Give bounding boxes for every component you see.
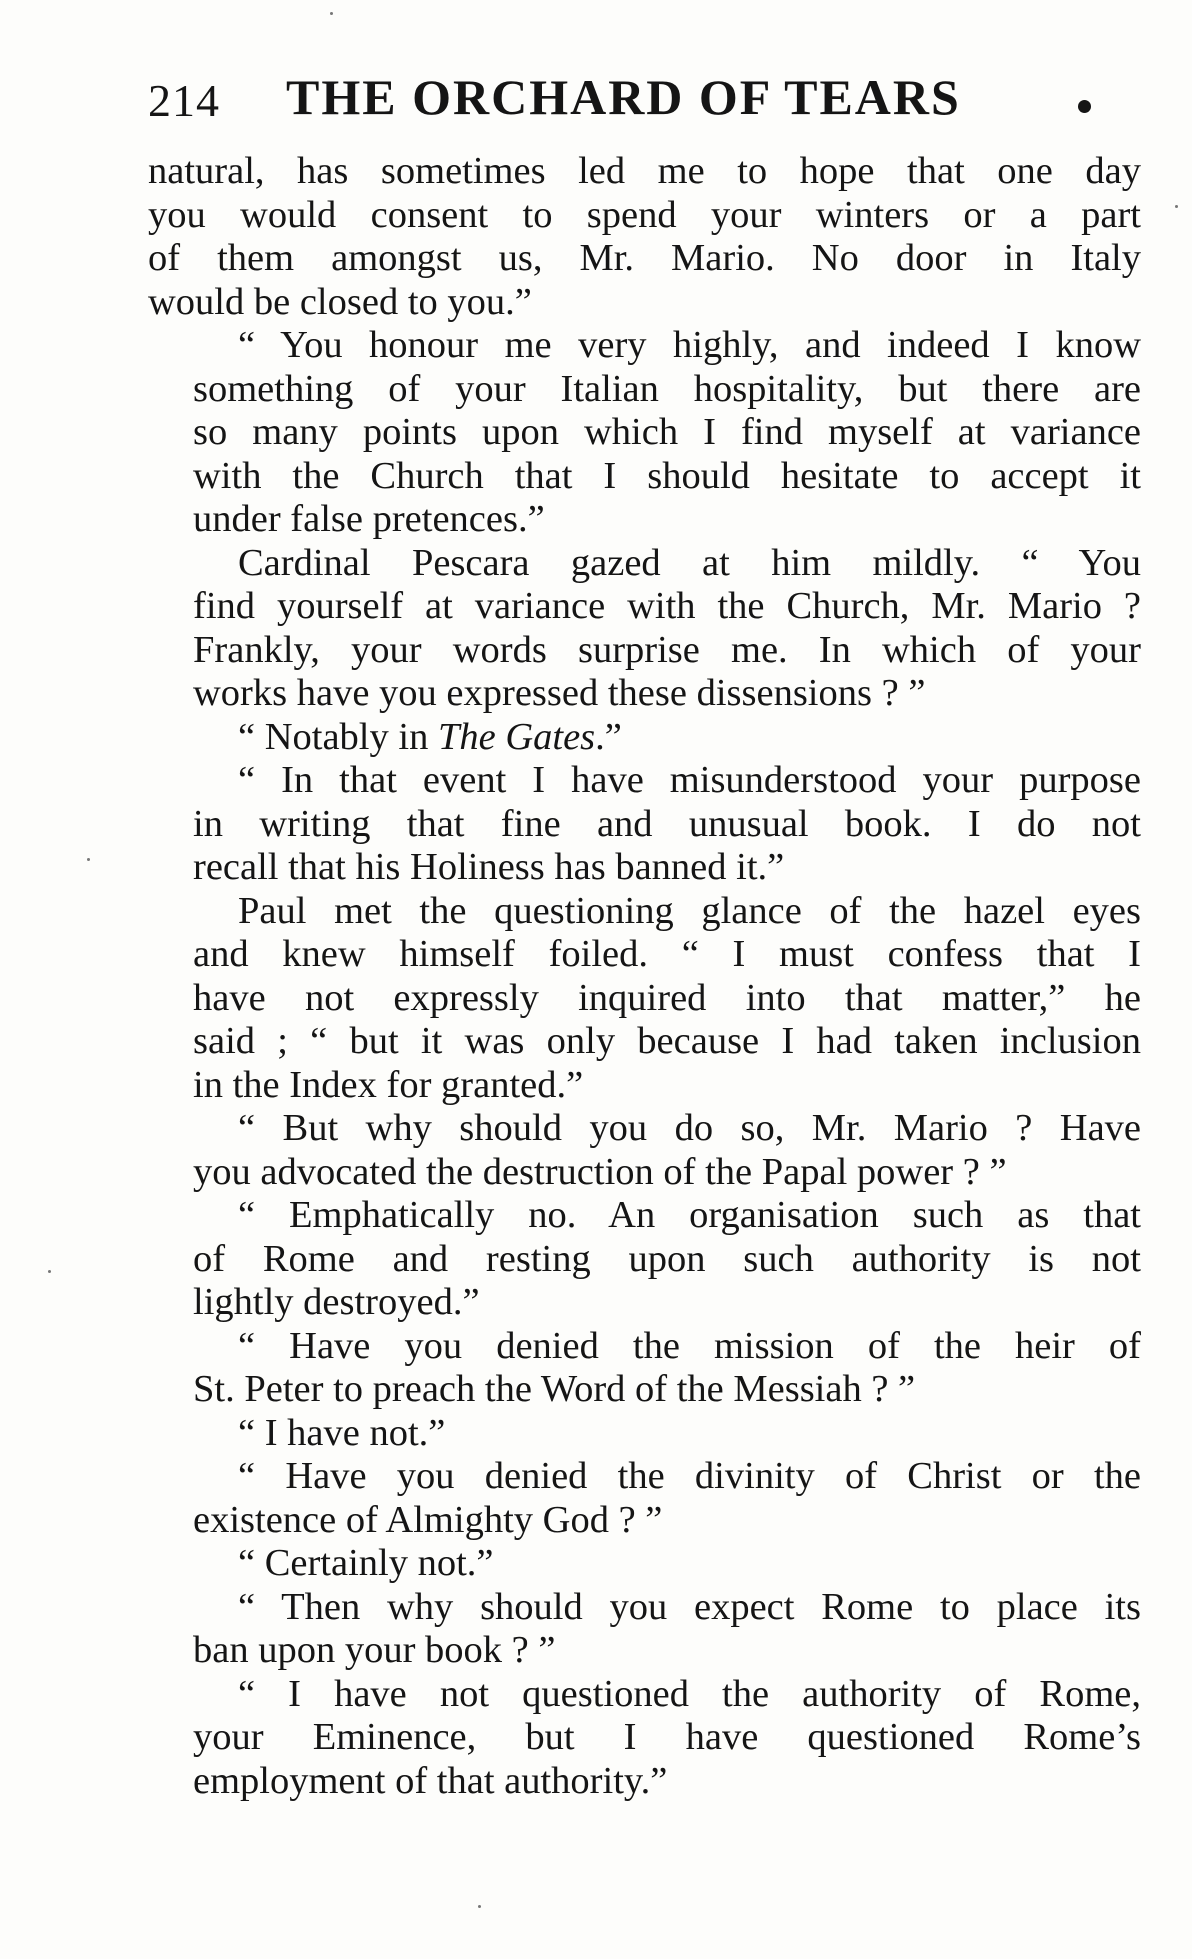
- paragraph: [148, 1194, 1141, 1325]
- page-number: 214: [148, 75, 220, 126]
- paragraph: [148, 890, 1141, 1108]
- text-line: your Eminence, but I have questioned Rome’s: [193, 1716, 1141, 1758]
- text-line: ban upon your book ? ”: [193, 1629, 556, 1671]
- paragraph: [148, 759, 1141, 890]
- text-line: Cardinal Pescara gazed at him mildly. “ You: [238, 541, 1141, 584]
- paragraph: [148, 716, 1141, 760]
- text-line: lightly destroyed.”: [193, 1281, 480, 1323]
- text-line: “ Then why should you expect Rome to place its: [238, 1585, 1141, 1628]
- ink-dot-mark: [1078, 100, 1091, 113]
- text-line: employment of that authority.”: [193, 1759, 668, 1802]
- body-text: [148, 150, 1141, 1803]
- paragraph: [148, 542, 1141, 716]
- text-line: “ Certainly not.”: [238, 1542, 494, 1584]
- text-line: in writing that fine and unusual book. I do not: [193, 802, 1141, 845]
- text-line: you advocated the destruction of the Papal power ? ”: [193, 1150, 1007, 1193]
- text-line: find yourself at variance with the Church, Mr. Mario ?: [193, 585, 1141, 627]
- text-line: would be closed to you.”: [148, 280, 532, 323]
- text-line: of Rome and resting upon such authority is not: [193, 1237, 1141, 1280]
- paragraph: [148, 324, 1141, 542]
- text-line: said ; “ but it was only because I had taken inclusion: [193, 1020, 1141, 1062]
- paragraph: [148, 1412, 1141, 1456]
- text-line: “ But why should you do so, Mr. Mario ? Have: [238, 1107, 1141, 1149]
- text-line: of them amongst us, Mr. Mario. No door in Italy: [148, 237, 1141, 279]
- paper-speck: [87, 858, 90, 861]
- text-line: “ Emphatically no. An organisation such as that: [238, 1194, 1141, 1236]
- text-line: you would consent to spend your winters or a part: [148, 193, 1141, 236]
- paragraph: [148, 1673, 1141, 1804]
- text-line: existence of Almighty God ? ”: [193, 1498, 663, 1541]
- paragraph: [148, 150, 1141, 324]
- text-line: Frankly, your words surprise me. In which of your: [193, 628, 1141, 671]
- text-line: so many points upon which I find myself at variance: [193, 411, 1141, 453]
- paper-speck: [330, 12, 333, 15]
- text-line: and knew himself foiled. “ I must confess that I: [193, 933, 1141, 975]
- running-header: [148, 68, 1148, 138]
- text-line: “ In that event I have misunderstood your purpose: [238, 759, 1141, 801]
- book-title-italic: The Gates: [437, 715, 596, 758]
- text-line: under false pretences.”: [193, 498, 545, 540]
- text-line: have not expressly inquired into that matter,” he: [193, 976, 1141, 1019]
- text-line: St. Peter to preach the Word of the Messiah ? ”: [193, 1368, 916, 1410]
- text-line: “ You honour me very highly, and indeed I know: [238, 324, 1141, 366]
- paper-speck: [478, 1905, 481, 1908]
- text-line: with the Church that I should hesitate to accept it: [193, 454, 1141, 497]
- paragraph: [148, 1542, 1141, 1586]
- text-line: “ Have you denied the mission of the heir of: [238, 1324, 1141, 1367]
- paragraph: [148, 1455, 1141, 1542]
- text-line: recall that his Holiness has banned it.”: [193, 846, 785, 888]
- text-line: something of your Italian hospitality, but there are: [193, 367, 1141, 410]
- text-line: natural, has sometimes led me to hope that one day: [148, 150, 1141, 192]
- text-line: “ I have not questioned the authority of Rome,: [238, 1672, 1141, 1715]
- text-line: “ I have not.”: [238, 1411, 446, 1454]
- text-line: works have you expressed these dissensions ? ”: [193, 672, 926, 714]
- paragraph: [148, 1586, 1141, 1673]
- paragraph: [148, 1325, 1141, 1412]
- text-line: in the Index for granted.”: [193, 1063, 584, 1106]
- running-title: THE ORCHARD OF TEARS: [286, 69, 961, 125]
- paper-speck: [1175, 205, 1178, 208]
- text-line: “ Notably in The Gates.”: [238, 715, 622, 758]
- paragraph: [148, 1107, 1141, 1194]
- paper-speck: [48, 1270, 51, 1273]
- text-line: Paul met the questioning glance of the hazel eyes: [238, 889, 1141, 932]
- text-line: “ Have you denied the divinity of Christ or the: [238, 1455, 1141, 1497]
